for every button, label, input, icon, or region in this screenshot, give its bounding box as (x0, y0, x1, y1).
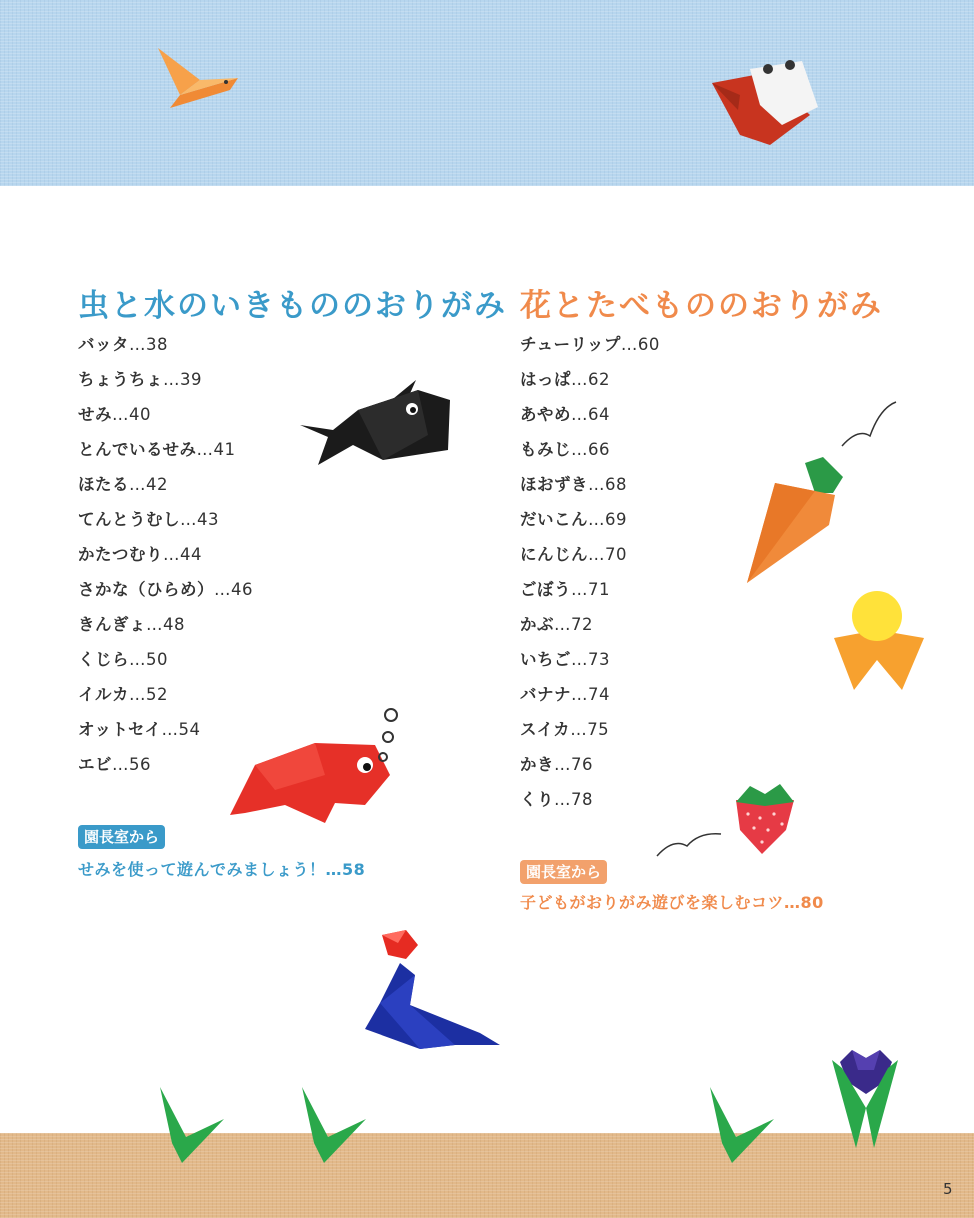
toc-item-page: …78 (554, 790, 593, 809)
toc-item-page: …73 (571, 650, 610, 669)
toc-item-name: もみじ (520, 440, 571, 459)
gull-lines-illustration (840, 398, 900, 448)
toc-item-page: …43 (180, 510, 219, 529)
toc-item[interactable] (520, 368, 660, 403)
toc-item[interactable] (520, 578, 660, 613)
toc-item[interactable] (520, 438, 660, 473)
toc-item-name: ほたる (78, 475, 129, 494)
director-note-badge: 園長室から (520, 860, 607, 884)
toc-item-page: …62 (571, 370, 610, 389)
toc-item-name: バナナ (520, 685, 571, 704)
toc-item-name: にんじん (520, 545, 588, 564)
page-number: 5 (943, 1180, 953, 1198)
toc-item-name: とんでいるせみ (78, 440, 197, 459)
toc-item-page: …40 (112, 405, 151, 424)
toc-item[interactable] (520, 613, 660, 648)
toc-item-page: …41 (196, 440, 236, 459)
director-note-link[interactable]: 子どもがおりがみ遊びを楽しむコツ…80 (520, 893, 824, 912)
toc-item[interactable] (520, 508, 660, 543)
toc-item-page: …52 (129, 685, 168, 704)
toc-item-page: …56 (112, 755, 151, 774)
origami-whale-illustration (298, 375, 458, 470)
toc-item[interactable] (520, 403, 660, 438)
toc-item-name: ちょうちょ (78, 370, 163, 389)
toc-item-name: かぶ (520, 615, 554, 634)
grass-illustration-3 (708, 1085, 776, 1165)
grass-illustration-2 (300, 1085, 368, 1165)
toc-item[interactable] (78, 333, 253, 368)
toc-item-name: バッタ (78, 335, 129, 354)
director-note-badge: 園長室から (78, 825, 165, 849)
toc-item-page: …72 (554, 615, 593, 634)
toc-item[interactable] (78, 578, 253, 613)
toc-item-page: …54 (161, 720, 201, 739)
origami-bird-illustration (140, 40, 250, 110)
toc-item-name: はっぱ (520, 370, 571, 389)
toc-item-name: イルカ (78, 685, 129, 704)
toc-item-page: …38 (129, 335, 168, 354)
toc-item-page: …46 (214, 580, 253, 599)
toc-item-name: ごぼう (520, 580, 571, 599)
toc-item[interactable] (78, 368, 253, 403)
toc-item-name: スイカ (520, 720, 571, 739)
toc-item-name: オットセイ (78, 720, 162, 739)
toc-list-flowers-food (520, 333, 660, 823)
toc-item[interactable] (78, 753, 253, 788)
toc-item-page: …69 (588, 510, 627, 529)
toc-item[interactable] (78, 438, 253, 473)
ground-background (0, 1133, 974, 1218)
toc-item[interactable] (78, 403, 253, 438)
toc-item[interactable] (78, 718, 253, 753)
toc-item-page: …68 (588, 475, 627, 494)
toc-item[interactable] (520, 683, 660, 718)
toc-item-name: せみ (78, 405, 112, 424)
toc-item[interactable] (520, 333, 660, 368)
grass-illustration-1 (158, 1085, 226, 1165)
toc-item-page: …48 (146, 615, 185, 634)
origami-strawberry-illustration (730, 780, 800, 855)
toc-item-page: …75 (570, 720, 610, 739)
section-heading-flowers-food: 花とたべもののおりがみ (520, 288, 883, 324)
toc-item-page: …42 (129, 475, 168, 494)
toc-item-name: かき (520, 755, 554, 774)
toc-item[interactable] (520, 648, 660, 683)
toc-item[interactable] (520, 543, 660, 578)
toc-item-name: きんぎょ (78, 615, 146, 634)
toc-item[interactable] (78, 473, 253, 508)
toc-item-name: くじら (78, 650, 129, 669)
toc-item-name: チューリップ (520, 335, 621, 354)
toc-list-insects-water (78, 333, 253, 788)
toc-item[interactable] (78, 613, 253, 648)
toc-item-name: いちご (520, 650, 571, 669)
toc-item-name: ほおずき (520, 475, 588, 494)
toc-item-page: …66 (571, 440, 610, 459)
toc-item-name: あやめ (520, 405, 571, 424)
toc-item[interactable] (520, 753, 660, 788)
toc-item[interactable] (78, 543, 253, 578)
toc-item-page: …44 (163, 545, 202, 564)
toc-item-page: …76 (554, 755, 593, 774)
toc-item[interactable] (78, 648, 253, 683)
gull-lines-illustration-2 (655, 828, 723, 858)
toc-item-page: …70 (588, 545, 627, 564)
toc-item-page: …71 (571, 580, 610, 599)
toc-item-page: …74 (571, 685, 610, 704)
toc-item-name: かたつむり (78, 545, 163, 564)
origami-frog-illustration (710, 55, 825, 150)
toc-item[interactable] (78, 508, 253, 543)
origami-carrot-illustration (745, 455, 845, 585)
toc-item-page: …39 (163, 370, 202, 389)
toc-item-page: …64 (571, 405, 610, 424)
toc-item-name: てんとうむし (78, 510, 180, 529)
origami-seal-illustration (360, 925, 505, 1060)
toc-item-name: だいこん (520, 510, 588, 529)
toc-item-page: …50 (129, 650, 168, 669)
section-heading-insects-water: 虫と水のいきもののおりがみ (78, 288, 507, 324)
toc-item[interactable] (520, 473, 660, 508)
toc-item[interactable] (78, 683, 253, 718)
iris-illustration (830, 1048, 900, 1158)
toc-item-name: さかな（ひらめ） (78, 580, 214, 599)
toc-item-page: …60 (620, 335, 660, 354)
toc-item-name: エビ (78, 755, 112, 774)
origami-flower-illustration (832, 590, 927, 695)
toc-item[interactable] (520, 718, 660, 753)
director-note-link[interactable]: せみを使って遊んでみましょう！…58 (78, 860, 366, 879)
toc-item-name: くり (520, 790, 554, 809)
toc-item[interactable] (520, 788, 660, 823)
